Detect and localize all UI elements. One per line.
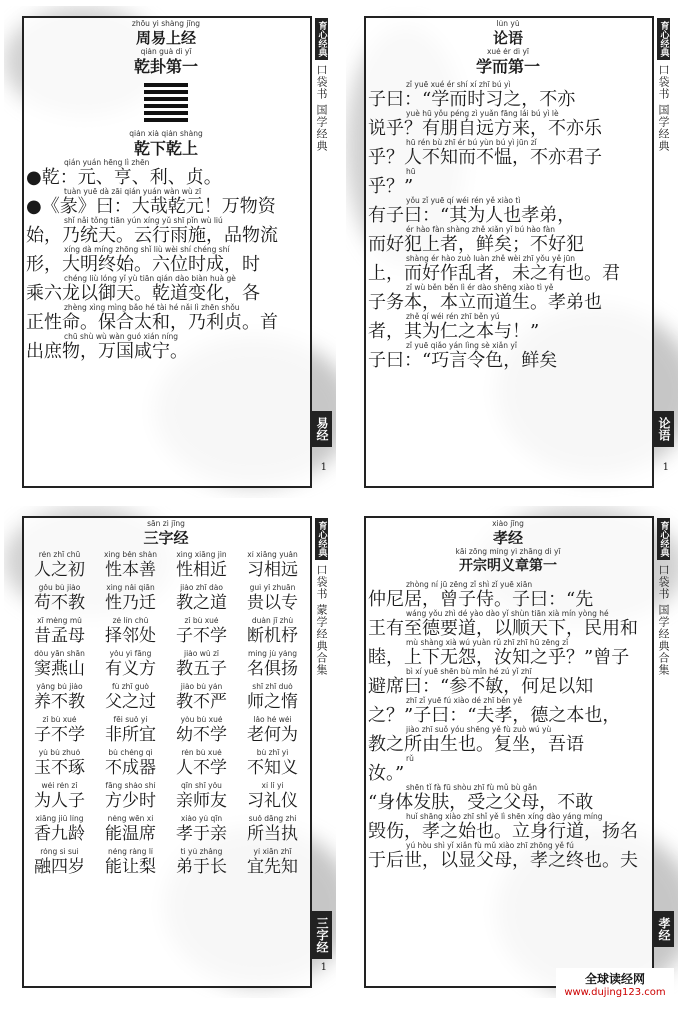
text-line: 汝。” [368,763,405,784]
page-number: 1 [320,962,327,973]
verse-pinyin: néng ràng lí [107,848,153,856]
verse-pinyin: qīn shī yǒu [181,782,222,790]
line-pinyin: xíng dà míng zhōng shǐ liù wèi shí chéng shí [64,245,230,254]
verse-cell [239,683,306,716]
page-content [368,520,648,871]
series-name: 口袋书 [657,64,670,100]
line-pinyin: mù shàng xià wú yuàn rǔ zhī zhī hū zēng zǐ [406,638,569,647]
text-line: 子曰：“学而时习之，不亦 [368,89,576,110]
text-line: 仲尼居，曾子侍。子曰：“先 [368,589,594,610]
verse-text: 老何为 [247,725,298,745]
verse-cell [97,551,164,584]
verse-text: 窦燕山 [34,659,85,679]
verse-cell [168,749,235,782]
verse-cell [97,815,164,848]
verse-text: 养不教 [34,692,85,712]
verse-cell [97,650,164,683]
text-line: 子曰：“巧言令色，鲜矣 [368,350,558,371]
verse-cell [168,617,235,650]
verse-pinyin: jiào bù yán [180,683,223,691]
sub-pinyin: qián xià qián shàng [129,130,203,138]
page-number: 1 [320,462,327,473]
line-pinyin: zhě qí wéi rén zhī běn yú [406,312,500,321]
line-pinyin: wáng yǒu zhì dé yào dào yǐ shùn tiān xià mín yòng hé [406,609,609,618]
site-watermark [556,968,674,1000]
line-pinyin: yú hòu shì yǐ xiǎn fù mǔ xiào zhī zhōng yě fú [406,841,574,850]
verse-text: 子不学 [176,626,227,646]
line-pinyin: zǐ wù běn běn lì ér dào shēng xiào tì yě [406,283,554,292]
line-pinyin: hū rén bù zhī ér bú yùn bú yì jūn zǐ [406,138,537,147]
verse-cell [168,683,235,716]
text-line: “身体发肤，受之父母，不敢 [368,792,594,813]
verse-pinyin: rén bù xué [181,749,222,757]
verse-cell [168,815,235,848]
category-label: 蒙学经典合集 [315,604,328,676]
verse-pinyin: míng jù yáng [247,650,298,658]
verse-cell [97,683,164,716]
verse-pinyin: zǐ bù xué [42,716,77,724]
page-number: 1 [662,462,669,473]
verse-cell [239,815,306,848]
series-name: 口袋书 [315,64,328,100]
verse-text: 宜先知 [247,857,298,877]
verse-pinyin: yí xiān zhī [253,848,292,856]
verse-cell [97,848,164,881]
page-lunyu [346,6,678,498]
verse-text: 性本善 [105,560,156,580]
text-body [26,159,306,362]
page-sanzijing [4,506,336,998]
side-strip [310,518,332,676]
line-pinyin: zǐ yuē qiǎo yán lìng sè xiǎn yǐ [406,341,517,350]
verse-pinyin: suǒ dāng zhí [248,815,297,823]
chapter-title: 学而第一 [475,57,540,76]
verse-text: 方少时 [105,791,156,811]
chapter-pinyin: kāi zōng míng yì zhāng dì yī [455,548,561,556]
verse-text: 融四岁 [34,857,85,877]
side-strip [310,18,332,152]
verse-text: 弟于长 [176,857,227,877]
line-pinyin: shēn tǐ fà fū shòu zhī fù mǔ bù gǎn [406,783,537,792]
verse-text: 能让梨 [105,857,156,877]
verse-cell [26,650,93,683]
line-pinyin: huǐ shāng xiào zhī shǐ yě lì shēn xíng dào yáng míng [406,812,603,821]
verse-pinyin: yù bù zhuó [38,749,81,757]
verse-text: 子不学 [34,725,85,745]
text-line: 之？”子曰：“夫孝，德之本也， [368,705,621,726]
verse-pinyin: xiào yú qīn [180,815,223,823]
chapter-title: 开宗明义章第一 [459,558,557,574]
line-pinyin: rǔ [406,754,414,763]
chapter-title: 乾卦第一 [133,57,198,76]
line-pinyin: shǐ nǎi tǒng tiān yún xíng yǔ shī pǐn wù liú [64,216,223,225]
line-pinyin: qián yuán hēng lì zhēn [64,158,150,167]
watermark-title: 全球读经网 [584,972,645,986]
verse-cell [26,584,93,617]
qian-hexagram-icon [26,83,306,122]
page-title: 论语 [492,29,523,47]
line-pinyin: yǒu zǐ yuē qí wéi rén yě xiào tì [406,196,521,205]
line-pinyin: zhèng xìng mìng bǎo hé tài hé nǎi lì zhēn shǒu [64,303,240,312]
verse-cell [97,584,164,617]
section-tab: 孝经 [654,911,674,947]
verse-text: 玉不琢 [34,758,85,778]
verse-pinyin: xìng nǎi qiān [106,584,155,592]
line-pinyin: shàng ér hào zuò luàn zhě wèi zhī yǒu yě jūn [406,254,576,263]
verse-pinyin: dòu yān shān [34,650,85,658]
text-line: 有子曰：“其为人也孝弟， [368,205,576,226]
verse-cell [26,551,93,584]
verse-pinyin: fēi suǒ yí [113,716,148,724]
verse-cell [97,782,164,815]
line-pinyin: jiào zhī suǒ yóu shēng yě fù zuò wú yù [406,725,552,734]
verse-text: 教五子 [176,659,227,679]
verse-cell [239,716,306,749]
verse-cell [239,749,306,782]
section-tab: 易经 [312,411,332,447]
verse-cell [26,815,93,848]
text-line: 教之所由生也。复坐，吾语 [368,734,584,755]
verse-pinyin: xiāng jiǔ líng [35,815,84,823]
verse-pinyin: xī mèng mǔ [37,617,82,625]
verse-cell [239,617,306,650]
verse-text: 能温席 [105,824,156,844]
text-line: ●《彖》曰：大哉乾元！万物资 [26,196,276,217]
verse-cell [168,782,235,815]
verse-pinyin: gǒu bù jiào [38,584,81,592]
verse-cell [97,617,164,650]
section-tab: 论语 [654,411,674,447]
text-line: 形，大明终始。六位时成，时 [26,254,260,275]
title-pinyin: zhōu yì shàng jīng [131,20,201,28]
verse-pinyin: yòu bù xué [180,716,223,724]
text-line: 子务本，本立而道生。孝弟也 [368,292,602,313]
verse-cell [168,716,235,749]
verse-pinyin: xí xiāng yuǎn [247,551,298,559]
text-line: 睦，上下无怨，汝知之乎？”曾子 [368,647,630,668]
verse-pinyin: bù chéng qì [108,749,153,757]
verse-cell [26,749,93,782]
text-line: 毁伤，孝之始也。立身行道，扬名 [368,821,638,842]
verse-cell [26,617,93,650]
title-pinyin: sān zì jīng [147,520,185,528]
verse-pinyin: xí lǐ yí [261,782,284,790]
text-line: 始，乃统天。云行雨施，品物流 [26,225,278,246]
text-line: 出庶物，万国咸宁。 [26,341,188,362]
page-xiaojing [346,506,678,998]
verse-text: 教之道 [176,593,227,613]
verse-cell [97,749,164,782]
verse-text: 教不严 [176,692,227,712]
title-pinyin: lún yǔ [496,20,520,28]
verse-pinyin: yǒu yì fāng [109,650,152,658]
text-line: 避席曰：“参不敏，何足以知 [368,676,594,697]
line-pinyin: chū shù wù wàn guó xián níng [64,332,179,341]
verse-text: 香九龄 [34,824,85,844]
verse-pinyin: jiào wǔ zǐ [183,650,220,658]
verse-grid [26,551,306,881]
verse-cell [26,716,93,749]
text-line: 王有至德要道，以顺天下，民用和 [368,618,638,639]
line-pinyin: zǐ yuē xué ér shí xí zhī bú yì [406,80,511,89]
text-line: 上，而好作乱者，未之有也。君 [368,263,620,284]
line-pinyin: hū [406,167,416,176]
watermark-url: www.dujing123.com [564,987,666,998]
line-pinyin: ér hào fàn shàng zhě xiǎn yǐ bú hào fàn [406,225,555,234]
verse-pinyin: guì yǐ zhuān [249,584,296,592]
verse-cell [97,716,164,749]
category-label: 国学经典 [657,104,670,152]
side-strip [652,518,674,676]
category-label: 国学经典 [315,104,328,152]
text-line: 说乎？有朋自远方来，不亦乐 [368,118,602,139]
verse-pinyin: jiào zhī dào [180,584,223,592]
verse-pinyin: zǐ bù xué [184,617,219,625]
page-title: 孝经 [492,529,523,547]
verse-pinyin: néng wēn xí [107,815,154,823]
text-line: ●乾：元、亨、利、贞。 [26,167,222,188]
verse-cell [239,551,306,584]
verse-text: 不知义 [247,758,298,778]
text-line: 于后世，以显父母，孝之终也。夫 [368,850,638,871]
verse-cell [168,650,235,683]
text-line: 而好犯上者，鲜矣；不好犯 [368,234,584,255]
verse-pinyin: fāng shào shí [105,782,156,790]
verse-pinyin: tì yú zhǎng [180,848,223,856]
series-logo: 育心经典 [315,18,328,60]
verse-pinyin: bù zhī yì [256,749,289,757]
verse-text: 不成器 [105,758,156,778]
text-line: 乎？” [368,176,414,197]
verse-cell [239,650,306,683]
verse-text: 所当执 [247,824,298,844]
verse-pinyin: rén zhī chū [38,551,81,559]
verse-pinyin: shī zhī duò [252,683,293,691]
series-name: 口袋书 [657,564,670,600]
verse-cell [26,782,93,815]
verse-cell [239,848,306,881]
verse-text: 人不学 [176,758,227,778]
verse-text: 孝于亲 [176,824,227,844]
side-strip [652,18,674,152]
page-title: 三字经 [143,529,189,547]
verse-text: 贵以专 [247,593,298,613]
verse-text: 为人子 [34,791,85,811]
line-pinyin: chéng liù lóng yǐ yù tiān qián dào biàn huà gè [64,274,236,283]
text-line: 者，其为仁之本与！” [368,321,540,342]
verse-text: 断机杼 [247,626,298,646]
text-body [368,581,648,871]
text-line: 乎？人不知而不愠，不亦君子 [368,147,602,168]
verse-text: 习相远 [247,560,298,580]
text-body [368,81,648,371]
verse-text: 有义方 [105,659,156,679]
verse-text: 性乃迁 [105,593,156,613]
verse-text: 非所宜 [105,725,156,745]
series-logo: 育心经典 [657,18,670,60]
verse-pinyin: lǎo hé wéi [253,716,292,724]
line-pinyin: bì xí yuē shēn bù mǐn hé zú yǐ zhī [406,667,532,676]
verse-text: 性相近 [176,560,227,580]
chapter-pinyin: qián guà dì yī [140,48,192,56]
page-content [26,20,306,362]
line-pinyin: yuè hū yǒu péng zì yuǎn fāng lái bú yì lè [406,109,559,118]
verse-pinyin: róng sì suì [40,848,79,856]
page-content [368,20,648,371]
line-pinyin: zhòng ní jū zēng zǐ shì zǐ yuē xiān [406,580,533,589]
verse-cell [168,551,235,584]
verse-text: 习礼仪 [247,791,298,811]
verse-text: 名俱扬 [247,659,298,679]
verse-text: 人之初 [34,560,85,580]
verse-cell [26,848,93,881]
verse-text: 亲师友 [176,791,227,811]
verse-cell [239,584,306,617]
verse-pinyin: yǎng bú jiào [36,683,83,691]
page-zhouyi [4,6,336,498]
verse-text: 父之过 [105,692,156,712]
page-content [26,520,306,881]
verse-text: 苟不教 [34,593,85,613]
series-logo: 育心经典 [315,518,328,560]
verse-pinyin: xìng běn shàn [104,551,157,559]
page-title: 周易上经 [135,29,196,47]
verse-pinyin: duàn jī zhù [251,617,294,625]
verse-pinyin: xìng xiāng jìn [176,551,227,559]
verse-pinyin: zé lín chǔ [112,617,149,625]
text-line: 乘六龙以御天。乾道变化，各 [26,283,260,304]
verse-cell [168,848,235,881]
verse-pinyin: fù zhī guò [111,683,150,691]
section-tab: 三字经 [312,911,332,959]
verse-text: 昔孟母 [34,626,85,646]
verse-cell [239,782,306,815]
verse-cell [26,683,93,716]
chapter-pinyin: xué ér dì yī [486,48,530,56]
series-logo: 育心经典 [657,518,670,560]
category-label: 国学经典合集 [657,604,670,676]
title-pinyin: xiào jīng [492,520,524,528]
line-pinyin: zhī zǐ yuē fú xiào dé zhī běn yě [406,696,523,705]
text-line: 正性命。保合太和，乃利贞。首 [26,312,278,333]
verse-cell [168,584,235,617]
verse-text: 幼不学 [176,725,227,745]
line-pinyin: tuàn yuē dà zāi qián yuán wàn wù zī [64,187,202,196]
verse-text: 择邻处 [105,626,156,646]
series-name: 口袋书 [315,564,328,600]
verse-pinyin: wéi rén zǐ [41,782,78,790]
verse-text: 师之惰 [247,692,298,712]
hexagram-name: 乾下乾上 [133,139,198,158]
